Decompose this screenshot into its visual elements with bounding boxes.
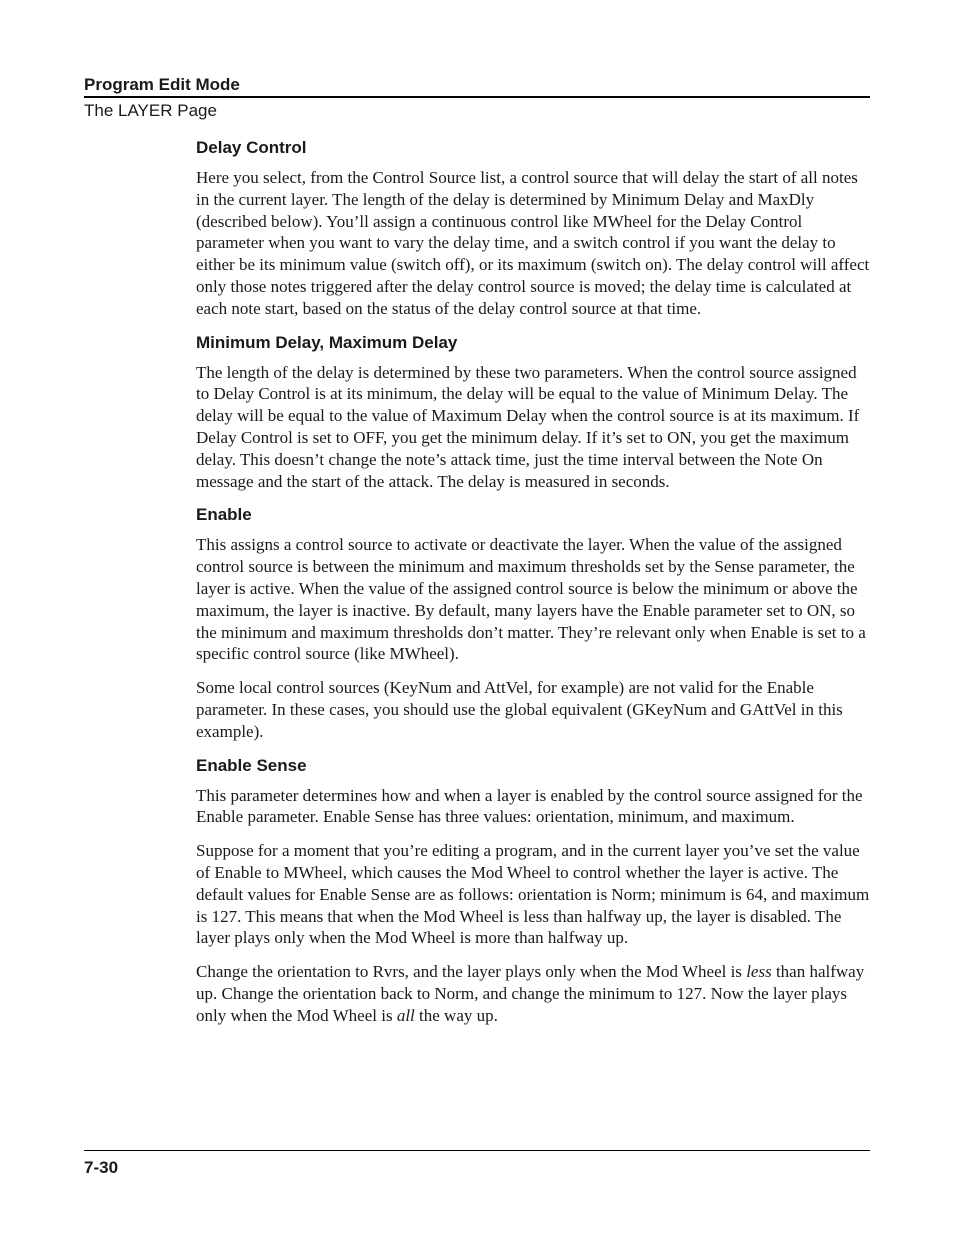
page-number: 7-30	[84, 1158, 119, 1177]
paragraph: This assigns a control source to activate or deactivate the layer. When the value of the assigned control source is between the minimum and maximum thresholds set by the Sense parameter, the layer is active. When the value of the assigned control source is below the minimum or above the maximum, the layer is inactive. By default, many layers have the Enable parameter set to ON, so the minimum and maximum thresholds don’t matter. They’re relevant only when Enable is set to a specific control source (like MWheel).	[196, 535, 866, 664]
emphasis-all: all	[396, 1005, 415, 1025]
emphasis-less: less	[746, 962, 772, 982]
footer-rule	[84, 1150, 870, 1151]
paragraph-with-emphasis	[196, 961, 870, 1026]
text-run: than halfway up. Change the orientation back to Norm, and change the minimum to 127. Now the layer plays only when the Mod Wheel is	[196, 962, 865, 1025]
paragraph: Some local control sources (KeyNum and AttVel, for example) are not valid for the Enable parameter. In these cases, you should use the global equivalent (GKeyNum and GAttVel in this example).	[196, 678, 843, 741]
text-run: the way up.	[414, 1005, 498, 1025]
paragraph: Suppose for a moment that you’re editing a program, and in the current layer you’ve set the value of Enable to MWheel, which causes the Mod Wheel to control whether the layer is active. The default values for Enable Sense are as follows: orientation is Norm; minimum is 64, and maximum is 127. This means that when the Mod Wheel is less than halfway up, the layer is disabled. The layer plays only when the Mod Wheel is more than halfway up.	[196, 841, 870, 948]
body-content	[196, 137, 870, 1039]
running-header	[84, 75, 870, 121]
section-title: The LAYER Page	[84, 101, 217, 120]
heading-enable: Enable	[196, 505, 252, 525]
text-run: Change the orientation to Rvrs, and the layer plays only when the Mod Wheel is	[196, 962, 747, 982]
heading-enable-sense: Enable Sense	[196, 755, 307, 775]
paragraph: This parameter determines how and when a layer is enabled by the control source assigned for the Enable parameter. Enable Sense has three values: orientation, minimum, and maximum.	[196, 785, 863, 827]
heading-delay-control: Delay Control	[196, 138, 307, 157]
chapter-title: Program Edit Mode	[84, 75, 240, 94]
paragraph: Here you select, from the Control Source list, a control source that will delay the start of all notes in the current layer. The length of the delay is determined by Minimum Delay and MaxDly (described below). You’ll assign a continuous control like MWheel for the Delay Control parameter when you want to vary the delay time, and a switch control if you want the delay to either be its minimum value (switch off), or its maximum (switch on). The delay control will affect only those notes triggered after the delay control source is moved; the delay time is calculated at each note start, based on the status of the delay control source at that time.	[196, 168, 870, 318]
heading-minimum-maximum-delay: Minimum Delay, Maximum Delay	[196, 332, 458, 352]
header-rule	[84, 96, 870, 98]
paragraph: The length of the delay is determined by these two parameters. When the control source assigned to Delay Control is at its minimum, the delay will be equal to the value of Minimum Delay. The delay will be equal to the value of Maximum Delay when the control source is at its maximum. If Delay Control is set to OFF, you get the minimum delay. If it’s set to ON, you get the maximum delay. This doesn’t change the note’s attack time, just the time interval between the Note On message and the start of the attack. The delay is measured in seconds.	[196, 362, 860, 491]
